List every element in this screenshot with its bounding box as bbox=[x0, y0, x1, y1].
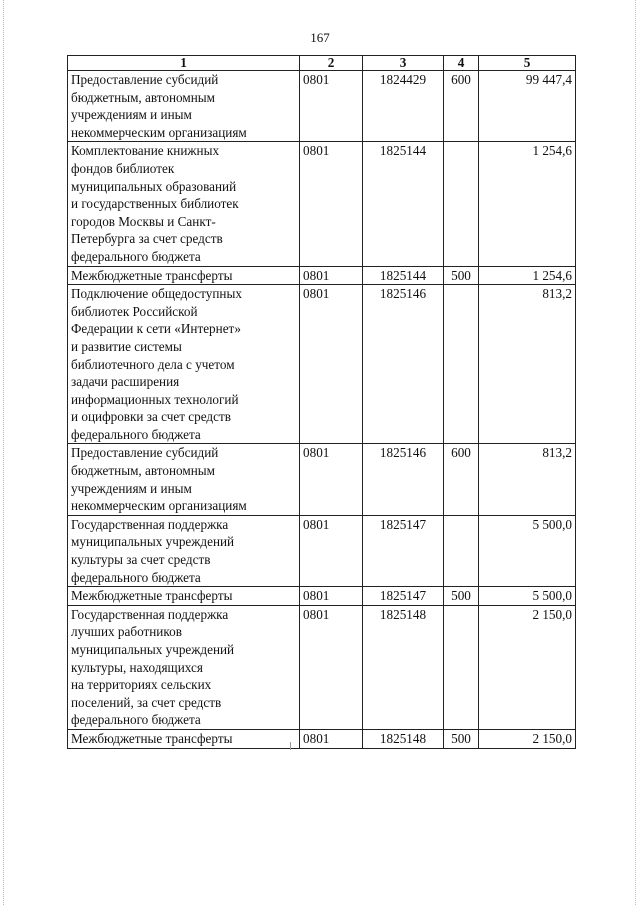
row-name-line: культуры, находящихся bbox=[71, 659, 203, 675]
row-name-line: Подключение общедоступных bbox=[71, 286, 242, 302]
row-expense-type-cell bbox=[444, 142, 479, 266]
row-target-code-cell: 1825147 bbox=[363, 587, 444, 606]
row-name-cell bbox=[68, 444, 300, 515]
row-name-line: муниципальных учреждений bbox=[71, 642, 235, 657]
row-target-code-cell: 1825148 bbox=[363, 729, 444, 748]
table-row bbox=[68, 285, 576, 444]
row-section-cell: 0801 bbox=[300, 605, 363, 729]
page-number: 167 bbox=[310, 30, 330, 45]
row-name-line: и развитие системы bbox=[71, 338, 182, 354]
table-row bbox=[68, 266, 576, 285]
row-amount-cell: 1 254,6 bbox=[479, 266, 576, 285]
table-row bbox=[68, 515, 576, 586]
header-col-2: 2 bbox=[300, 56, 363, 71]
row-name-line: федерального бюджета bbox=[71, 712, 201, 728]
row-target-code-cell: 1824429 bbox=[363, 71, 444, 142]
row-name-line: муниципальных учреждений bbox=[71, 534, 235, 550]
row-amount-cell: 99 447,4 bbox=[479, 71, 576, 142]
table-row bbox=[68, 605, 576, 729]
row-name-line: федерального бюджета bbox=[71, 569, 201, 585]
row-name-line: Предоставление субсидий bbox=[71, 72, 219, 87]
row-target-code-cell: 1825144 bbox=[363, 142, 444, 266]
row-name-line: библиотек Российской bbox=[71, 303, 198, 319]
row-name-line: Межбюджетные трансферты bbox=[71, 730, 233, 746]
row-section-cell: 0801 bbox=[300, 266, 363, 285]
row-name-line: некоммерческим организациям bbox=[71, 498, 247, 514]
row-name-line: информационных технологий bbox=[71, 391, 239, 407]
row-name-line: Государственная поддержка bbox=[71, 606, 229, 622]
row-name-line: учреждениям и иным bbox=[71, 107, 192, 123]
row-name-cell bbox=[68, 587, 300, 606]
row-name-cell bbox=[68, 729, 300, 748]
row-amount-cell: 2 150,0 bbox=[479, 605, 576, 729]
row-expense-type-cell: 500 bbox=[444, 266, 479, 285]
row-name-line: Федерации к сети «Интернет» bbox=[71, 321, 241, 337]
row-section-cell: 0801 bbox=[300, 285, 363, 444]
row-amount-cell: 813,2 bbox=[479, 285, 576, 444]
row-name-line: задачи расширения bbox=[71, 374, 180, 390]
row-name-line: Петербурга за счет средств bbox=[71, 231, 223, 247]
row-name-line: и государственных библиотек bbox=[71, 196, 239, 212]
row-target-code-cell: 1825144 bbox=[363, 266, 444, 285]
table-row bbox=[68, 587, 576, 606]
table-row bbox=[68, 729, 576, 748]
row-name-line: на территориях сельских bbox=[71, 677, 212, 693]
row-amount-cell: 5 500,0 bbox=[479, 587, 576, 606]
row-name-line: Межбюджетные трансферты bbox=[71, 267, 233, 283]
row-name-line: учреждениям и иным bbox=[71, 480, 192, 496]
row-name-cell bbox=[68, 285, 300, 444]
scan-edge-right bbox=[635, 0, 636, 905]
row-name-line: культуры за счет средств bbox=[71, 552, 211, 568]
header-col-5: 5 bbox=[479, 56, 576, 71]
row-expense-type-cell bbox=[444, 515, 479, 586]
scan-edge-left bbox=[3, 0, 4, 905]
budget-table bbox=[67, 55, 576, 749]
row-expense-type-cell: 600 bbox=[444, 444, 479, 515]
row-name-cell bbox=[68, 515, 300, 586]
row-section-cell: 0801 bbox=[300, 71, 363, 142]
table-row bbox=[68, 142, 576, 266]
header-row bbox=[68, 56, 576, 71]
row-name-line: фондов библиотек bbox=[71, 160, 175, 176]
row-target-code-cell: 1825146 bbox=[363, 285, 444, 444]
table-body bbox=[68, 71, 576, 749]
row-amount-cell: 1 254,6 bbox=[479, 142, 576, 266]
header-col-1: 1 bbox=[68, 56, 300, 71]
row-name-line: и оцифровки за счет средств bbox=[71, 409, 231, 425]
row-name-line: бюджетным, автономным bbox=[71, 463, 215, 479]
row-target-code-cell: 1825146 bbox=[363, 444, 444, 515]
row-expense-type-cell: 600 bbox=[444, 71, 479, 142]
row-expense-type-cell bbox=[444, 605, 479, 729]
row-name-line: бюджетным, автономным bbox=[71, 89, 215, 105]
row-name-line: Государственная поддержка bbox=[71, 516, 229, 532]
scan-mark bbox=[290, 742, 291, 750]
row-name-cell bbox=[68, 266, 300, 285]
row-name-line: лучших работников bbox=[71, 624, 182, 640]
row-section-cell: 0801 bbox=[300, 729, 363, 748]
table-row bbox=[68, 444, 576, 515]
row-name-line: федерального бюджета bbox=[71, 426, 201, 442]
row-name-line: поселений, за счет средств bbox=[71, 694, 222, 710]
row-target-code-cell: 1825147 bbox=[363, 515, 444, 586]
row-expense-type-cell: 500 bbox=[444, 587, 479, 606]
row-amount-cell: 5 500,0 bbox=[479, 515, 576, 586]
header-col-4: 4 bbox=[444, 56, 479, 71]
row-name-cell bbox=[68, 142, 300, 266]
table-row bbox=[68, 71, 576, 142]
row-name-line: Межбюджетные трансферты bbox=[71, 588, 233, 604]
row-section-cell: 0801 bbox=[300, 587, 363, 606]
row-expense-type-cell: 500 bbox=[444, 729, 479, 748]
row-section-cell: 0801 bbox=[300, 515, 363, 586]
row-name-line: Комплектование книжных bbox=[71, 143, 220, 159]
row-amount-cell: 813,2 bbox=[479, 444, 576, 515]
row-expense-type-cell bbox=[444, 285, 479, 444]
row-name-line: Предоставление субсидий bbox=[71, 445, 219, 461]
row-name-cell bbox=[68, 71, 300, 142]
row-name-line: городов Москвы и Санкт- bbox=[71, 213, 216, 229]
row-section-cell: 0801 bbox=[300, 444, 363, 515]
header-col-3: 3 bbox=[363, 56, 444, 71]
row-name-line: библиотечного дела с учетом bbox=[71, 356, 235, 372]
row-name-line: некоммерческим организациям bbox=[71, 124, 247, 140]
row-name-line: федерального бюджета bbox=[71, 248, 201, 264]
row-amount-cell: 2 150,0 bbox=[479, 729, 576, 748]
row-name-line: муниципальных образований bbox=[71, 178, 237, 194]
row-target-code-cell: 1825148 bbox=[363, 605, 444, 729]
row-section-cell: 0801 bbox=[300, 142, 363, 266]
row-name-cell bbox=[68, 605, 300, 729]
